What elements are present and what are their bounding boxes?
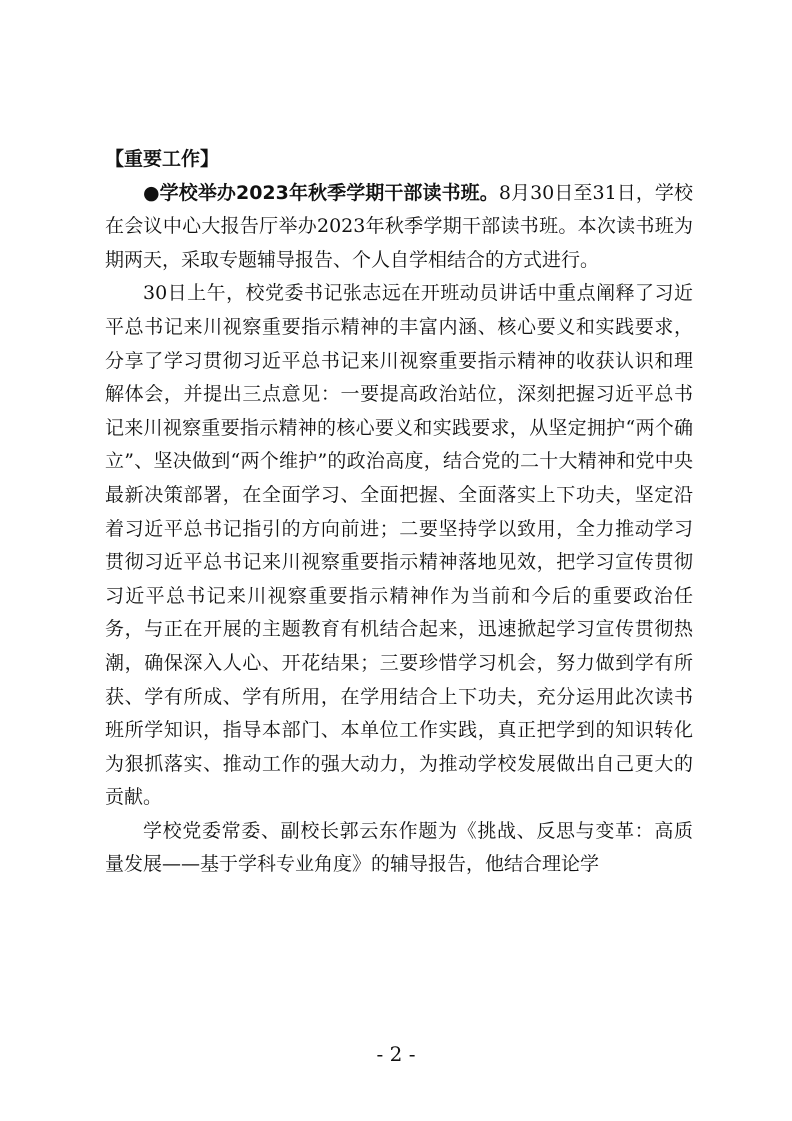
news-item-text: 8月30日至31日，学校在会议中心大报告厅举办2023年秋季学期干部读书班。本次读书班为期两天，采取专题辅导报告、个人自学相结合的方式进行。 bbox=[105, 181, 693, 271]
body-paragraph: 30日上午，校党委书记张志远在开班动员讲话中重点阐释了习近平总书记来川视察重要指示精神的丰富内涵、核心要义和实践要求，分享了学习贯彻习近平总书记来川视察重要指示精神的收获认识和理解体会，并提出三点意见：一要提高政治站位，深刻把握习近平总书记来川视察重要指示精神的核心要义和实践要求，从坚定拥护“两个确立”、坚决做到“两个维护”的政治高度，结合党的二十大精神和党中央最新决策部署，在全面学习、全面把握、全面落实上下功夫，坚定沿着习近平总书记指引的方向前进；二要坚持学以致用，全力推动学习贯彻习近平总书记来川视察重要指示精神落地见效，把学习宣传贯彻习近平总书记来川视察重要指示精神作为当前和今后的重要政治任务，与正在开展的主题教育有机结合起来，迅速掀起学习宣传贯彻热潮，确保深入人心、开花结果；三要珍惜学习机会，努力做到学有所获、学有所成、学有所用，在学用结合上下功夫，充分运用此次读书班所学知识，指导本部门、本单位工作实践，真正把学到的知识转化为狠抓落实、推动工作的强大动力，为推动学校发展做出自己更大的贡献。 bbox=[105, 282, 693, 809]
lead-paragraph bbox=[105, 177, 693, 278]
body-paragraph: 学校党委常委、副校长郭云东作题为《挑战、反思与变革：高质量发展——基于学科专业角度》的辅导报告，他结合理论学 bbox=[105, 819, 693, 876]
news-item-title: 学校举办2023年秋季学期干部读书班。 bbox=[159, 181, 499, 204]
page-number: - 2 - bbox=[376, 1042, 416, 1066]
section-heading: 【重要工作】 bbox=[105, 148, 220, 170]
bullet-icon: ● bbox=[143, 181, 160, 204]
document-body bbox=[105, 143, 693, 882]
